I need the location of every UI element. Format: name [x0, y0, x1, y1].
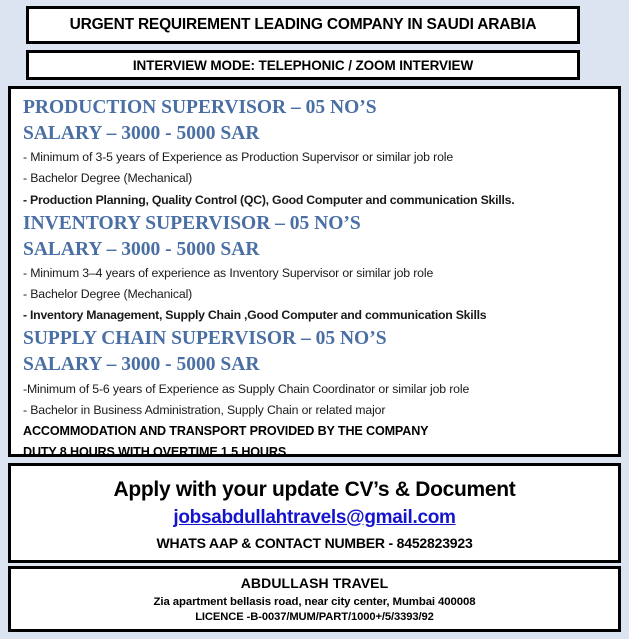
job-skills: - Inventory Management, Supply Chain ,Good Computer and communication Skills — [23, 308, 487, 323]
job-requirement: - Minimum of 3-5 years of Experience as Production Supervisor or similar job role — [23, 150, 454, 165]
job-requirement: -Minimum of 5-6 years of Experience as Supply Chain Coordinator or similar job role — [23, 381, 470, 396]
apply-heading: Apply with your update CV’s & Document — [113, 477, 516, 501]
duty-hours-note: DUTY 8 HOURS WITH OVERTIME 1.5 HOURS — [23, 445, 287, 460]
agency-name: ABDULLASH TRAVEL — [240, 575, 389, 591]
urgent-requirement-banner — [26, 6, 580, 44]
job-title: PRODUCTION SUPERVISOR – 05 NO’S — [23, 97, 377, 118]
job-listing-production-supervisor — [23, 95, 608, 211]
job-salary: SALARY – 3000 - 5000 SAR — [23, 122, 260, 144]
job-salary: SALARY – 3000 - 5000 SAR — [23, 238, 260, 260]
job-skills: - Production Planning, Quality Control (QC), Good Computer and communication Skills. — [23, 192, 515, 207]
job-listing-inventory-supervisor — [23, 211, 608, 327]
agency-address: Zia apartment bellasis road, near city center, Mumbai 400008 — [153, 596, 476, 608]
apply-email-link[interactable]: jobsabdullahtravels@gmail.com — [173, 506, 456, 528]
job-title: SUPPLY CHAIN SUPERVISOR – 05 NO’S — [23, 328, 387, 350]
interview-mode-banner — [26, 50, 580, 80]
interview-mode-text: INTERVIEW MODE: TELEPHONIC / ZOOM INTERVIEW — [132, 57, 474, 73]
job-requirement: - Bachelor Degree (Mechanical) — [23, 287, 193, 302]
job-requirement: - Bachelor in Business Administration, Supply Chain or related major — [23, 402, 386, 417]
job-requirement: - Bachelor Degree (Mechanical) — [23, 171, 193, 186]
accommodation-note: ACCOMMODATION AND TRANSPORT PROVIDED BY THE COMPANY — [23, 423, 429, 438]
job-title: INVENTORY SUPERVISOR – 05 NO’S — [23, 212, 361, 234]
agency-details-box — [8, 566, 621, 632]
whatsapp-contact-number: WHATS AAP & CONTACT NUMBER - 8452823923 — [156, 534, 473, 551]
urgent-requirement-title: URGENT REQUIREMENT LEADING COMPANY IN SAUDI ARABIA — [69, 16, 537, 33]
job-listings-container — [8, 86, 621, 460]
job-salary: SALARY – 3000 - 5000 SAR — [23, 354, 260, 376]
apply-instructions-box — [8, 463, 621, 563]
agency-licence-number: LICENCE -B-0037/MUM/PART/1000+/5/3393/92 — [195, 611, 434, 623]
job-requirement: - Minimum 3–4 years of experience as Inventory Supervisor or similar job role — [23, 265, 434, 280]
job-listing-supply-chain-supervisor — [23, 326, 608, 421]
